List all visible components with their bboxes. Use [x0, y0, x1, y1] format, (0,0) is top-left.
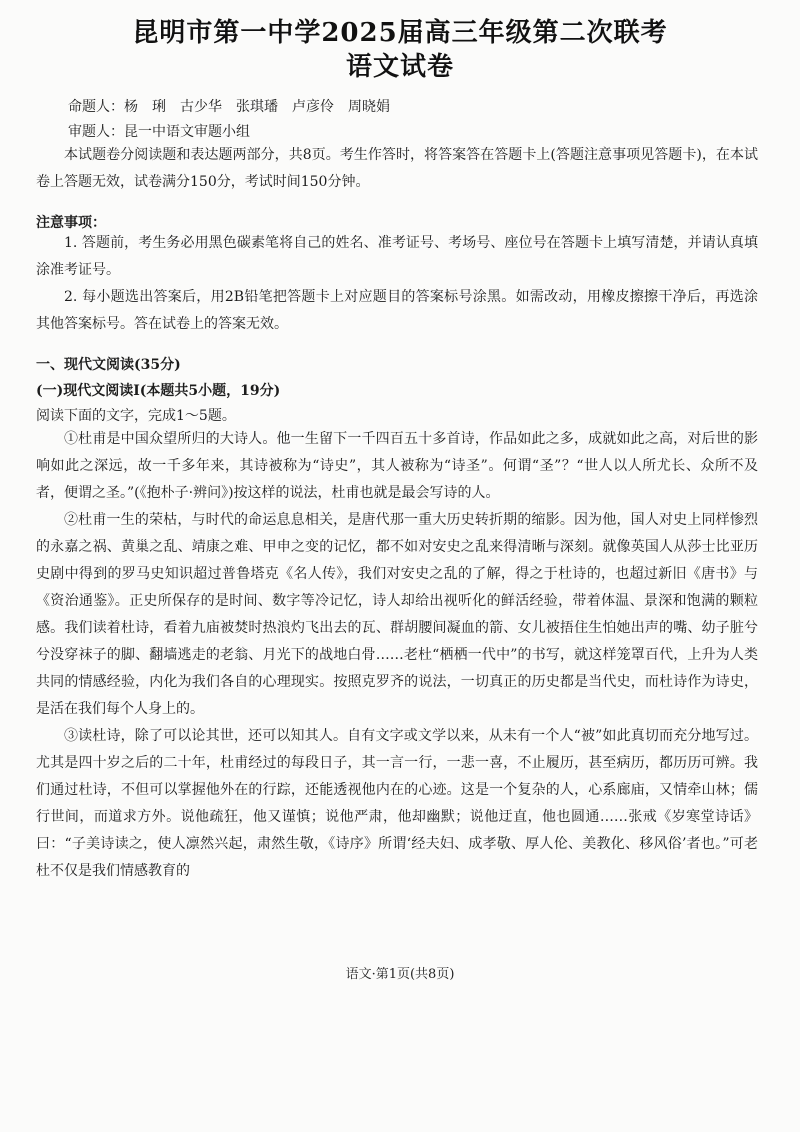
passage-paragraph: ①杜甫是中国众望所归的大诗人。他一生留下一千四百五十多首诗，作品如此之多，成就如此之高，对后世的影响如此之深远，故一千多年来，其诗被称为“诗史”，其人被称为“诗圣”。何谓“圣”？“世人以人所尤长、众所不及者，便谓之圣。”(《抱朴子·辨问》)按这样的说法，杜甫也就是最会写诗的人。: [36, 431, 758, 501]
notes-list: [36, 230, 758, 338]
note-item: 1. 答题前，考生务必用黑色碳素笔将自己的姓名、准考证号、考场号、座位号在答题卡上填写清楚，并请认真填涂准考证号。: [36, 235, 758, 278]
page-footer: 语文·第1页(共8页): [345, 967, 455, 982]
intro-paragraph: 本试题卷分阅读题和表达题两部分，共8页。考生作答时，将答案答在答题卡上(答题注意事项见答题卡)，在本试卷上答题无效，试卷满分150分，考试时间150分钟。: [36, 147, 758, 190]
passage: [36, 426, 758, 885]
reading-instruction: 阅读下面的文字，完成1～5题。: [36, 408, 236, 424]
notes-heading: 注意事项：: [36, 215, 106, 231]
note-item: 2. 每小题选出答案后，用2B铅笔把答题卡上对应题目的答案标号涂黑。如需改动，用橡皮擦擦干净后，再选涂其他答案标号。答在试卷上的答案无效。: [36, 289, 758, 332]
passage-paragraph: ②杜甫一生的荣枯，与时代的命运息息相关，是唐代那一重大历史转折期的缩影。因为他，国人对史上同样惨烈的永嘉之祸、黄巢之乱、靖康之难、甲申之变的记忆，都不如对安史之乱来得清晰与深刻。就像英国人从莎士比亚历史剧中得到的罗马史知识超过普鲁塔克《名人传》，我们对安史之乱的了解，得之于杜诗的，也超过新旧《唐书》与《资治通鉴》。正史所保存的是时间、数字等冷记忆，诗人却给出视听化的鲜活经验，带着体温、景深和饱满的颗粒感。我们读着杜诗，看着九庙被焚时热浪灼飞出去的瓦、群胡腰间凝血的箭、女儿被捂住生怕她出声的嘴、幼子脏兮兮没穿袜子的脚、翻墙逃走的老翁、月光下的战地白骨……老杜“栖栖一代中”的书写，就这样笼罩百代，上升为人类共同的情感经验，内化为我们各自的心理现实。按照克罗齐的说法，一切真正的历史都是当代史，而杜诗作为诗史，是活在我们每个人身上的。: [36, 512, 758, 717]
exam-title: 昆明市第一中学2025届高三年级第二次联考: [132, 18, 668, 48]
reviewer-line: 审题人：昆一中语文审题小组: [68, 124, 250, 140]
intro-block: [36, 142, 758, 196]
authors-line: 命题人：杨 琍 古少华 张琪璠 卢彦伶 周晓娟: [68, 99, 390, 115]
section-subheading: (一)现代文阅读Ⅰ(本题共5小题，19分): [36, 383, 281, 399]
passage-paragraph: ③读杜诗，除了可以论其世，还可以知其人。自有文字或文学以来，从未有一个人“被”如此真切而充分地写过。尤其是四十岁之后的二十年，杜甫经过的每段日子，其一言一行，一悲一喜，不止履历，甚至病历，都历历可辨。我们通过杜诗，不但可以掌握他外在的行踪，还能透视他内在的心迹。这是一个复杂的人，心系廊庙，又情牵山林；儒行世间，而道求方外。说他疏狂，他又谨慎；说他严肃，他却幽默；说他迂直，他也圆通……张戒《岁寒堂诗话》曰：“子美诗读之，使人凛然兴起，肃然生敬，《诗序》所谓‘经夫妇、成孝敬、厚人伦、美教化、移风俗’者也。”可老杜不仅是我们情感教育的: [36, 728, 758, 879]
section-heading: 一、现代文阅读(35分): [36, 357, 181, 373]
exam-subtitle: 语文试卷: [345, 52, 454, 82]
